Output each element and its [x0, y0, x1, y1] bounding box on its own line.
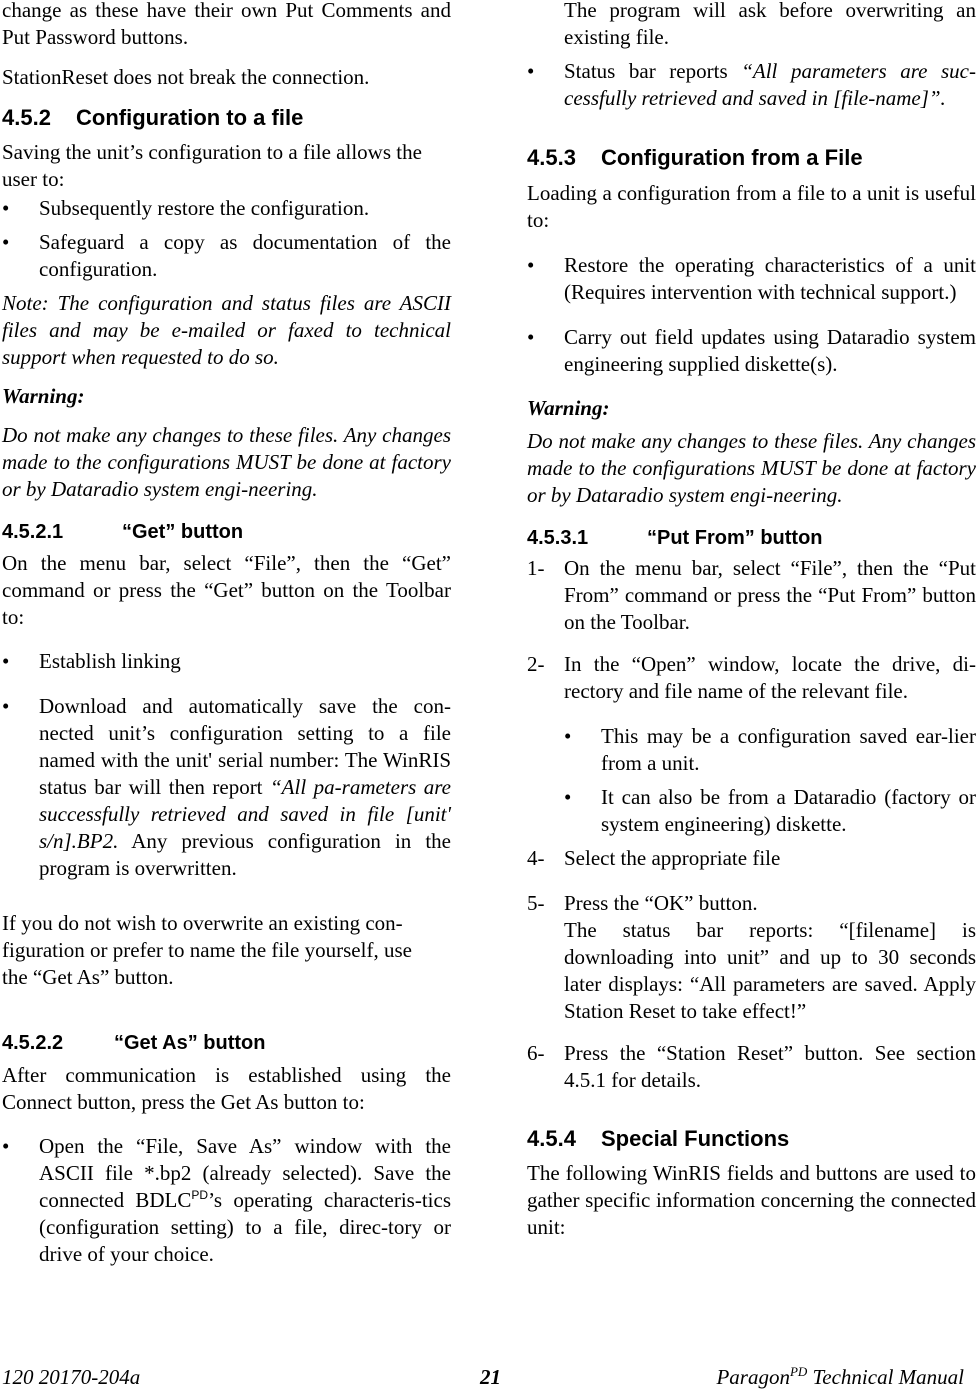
warning-label: Warning:: [527, 396, 610, 420]
text-run: Open the “File, Save As” window with the ASCII file *.bp2 (already selected). Save the connected BDLC: [39, 1134, 451, 1212]
paragraph: If you do not wish to overwrite an existing con-figuration or prefer to name the file yourself, use the “Get As” button.: [2, 911, 412, 989]
text-run: The status bar reports: “[filename] is downloading into unit” and up to 30 seconds later displays: “All parameters are saved. Apply Station Reset to take effect!”: [564, 918, 976, 1023]
list-item: [2, 229, 451, 283]
list-item-text: Safeguard a copy as documentation of the configuration.: [39, 230, 451, 281]
warning-text: Do not make any changes to these files. Any changes made to the configurations MUST be done at factory or by Dataradio system engi-neering.: [2, 423, 451, 501]
paragraph: After communication is established using the Connect button, press the Get As button to:: [2, 1063, 451, 1114]
status-message: “All pa-rameters are successfully retrieved and saved in file [unit' s/n].BP2.: [39, 775, 451, 853]
text-run: Press the “OK” button.: [564, 891, 758, 915]
paragraph: The program will ask before overwriting an existing file.: [564, 0, 976, 49]
step-number: 6-: [527, 1041, 545, 1065]
list-item: [2, 693, 451, 882]
section-heading-4-5-3: [527, 144, 976, 172]
paragraph: StationReset does not break the connection.: [2, 65, 370, 89]
bullet: •: [2, 694, 10, 718]
section-title: “Get” button: [122, 521, 244, 543]
step-text: Select the appropriate file: [564, 846, 781, 870]
section-heading-4-5-4: [527, 1125, 976, 1153]
bullet: •: [527, 253, 535, 277]
text-run: Technical Manual: [807, 1365, 964, 1389]
left-column: [2, 0, 451, 1268]
list-item-text: It can also be from a Dataradio (factory or system engineering) diskette.: [601, 785, 976, 836]
bullet: •: [2, 230, 10, 254]
numbered-step: [527, 845, 976, 872]
section-number: 4.5.3.1: [527, 527, 589, 549]
list-item: [527, 252, 976, 306]
bullet: •: [2, 1134, 10, 1158]
note: Note: The configuration and status files are ASCII files and may be e-mailed or faxed to technical support when requested to do so.: [2, 291, 451, 369]
list-item-text: [39, 1133, 451, 1268]
bullet: •: [2, 649, 10, 673]
step-number: 4-: [527, 846, 545, 870]
section-title: “Put From” button: [647, 527, 823, 549]
superscript: PD: [789, 1364, 808, 1379]
section-heading-4-5-2-2: [2, 1030, 451, 1056]
section-title: Configuration to a file: [76, 105, 304, 130]
section-number: 4.5.2.2: [2, 1032, 64, 1054]
step-number: 5-: [527, 891, 545, 915]
text-run: Status bar reports: [564, 59, 742, 83]
text-run: Download and automatically save the con-nected unit’s configuration setting to a file named with the unit' serial number: The WinRIS status bar will then report: [39, 694, 451, 799]
section-number: 4.5.2: [2, 105, 51, 130]
manual-title: [716, 1364, 964, 1391]
bullet: •: [527, 59, 535, 83]
superscript: PD: [191, 1188, 209, 1202]
text-run: Any previous configuration in the program is overwritten.: [39, 829, 451, 880]
list-item: [527, 58, 976, 112]
section-title: Special Functions: [601, 1126, 790, 1151]
numbered-step: [527, 651, 976, 705]
step-text: On the menu bar, select “File”, then the “Put From” command or press the “Put From” button on the Toolbar.: [564, 556, 976, 634]
document-number: 120 20170-204a: [2, 1365, 141, 1389]
sub-list-item: [527, 784, 976, 838]
numbered-step: [527, 890, 976, 1025]
text-run: ’s operating characteris-tics (configuration setting) to a file, direc-tory or drive of your choice.: [39, 1188, 451, 1266]
step-text: Press the “Station Reset” button. See section 4.5.1 for details.: [564, 1041, 976, 1092]
list-item-text: Carry out field updates using Dataradio system engineering supplied diskette(s).: [564, 325, 976, 376]
list-item-text: Subsequently restore the configuration.: [39, 196, 370, 220]
section-heading-4-5-2: [2, 104, 451, 132]
section-number: 4.5.2.1: [2, 521, 64, 543]
paragraph: Saving the unit’s configuration to a file allows the user to:: [2, 140, 422, 191]
list-item: [527, 324, 976, 378]
list-item-text: [564, 58, 976, 112]
right-column: [527, 0, 976, 1241]
warning-label: Warning:: [2, 384, 85, 408]
warning-text: Do not make any changes to these files. Any changes made to the configurations MUST be done at factory or by Dataradio system engi-neering.: [527, 429, 976, 507]
list-item: [2, 195, 451, 222]
step-number: 1-: [527, 556, 545, 580]
step-number: 2-: [527, 652, 545, 676]
numbered-step: [527, 1040, 976, 1094]
page-number: 21: [480, 1365, 501, 1389]
paragraph: change as these have their own Put Comments and Put Password buttons.: [2, 0, 451, 49]
list-item-text: Establish linking: [39, 649, 181, 673]
bullet: •: [564, 724, 572, 748]
bullet: •: [564, 785, 572, 809]
paragraph: On the menu bar, select “File”, then the “Get” command or press the “Get” button on the Toolbar to:: [2, 551, 451, 629]
page-footer: [2, 1364, 964, 1392]
section-heading-4-5-3-1: [527, 525, 976, 551]
section-number: 4.5.3: [527, 145, 576, 170]
paragraph: The following WinRIS fields and buttons are used to gather specific information concerning the connected unit:: [527, 1161, 976, 1239]
list-item-text: [39, 693, 451, 882]
paragraph: Loading a configuration from a file to a unit is useful to:: [527, 181, 976, 232]
section-title: Configuration from a File: [601, 145, 863, 170]
bullet: •: [2, 196, 10, 220]
step-text: In the “Open” window, locate the drive, di-rectory and file name of the relevant file.: [564, 652, 976, 703]
list-item-text: This may be a configuration saved ear-lier from a unit.: [601, 724, 976, 775]
section-heading-4-5-2-1: [2, 519, 451, 545]
text-run: Paragon: [716, 1365, 790, 1389]
list-item: [2, 1133, 451, 1268]
numbered-step: [527, 555, 976, 636]
list-item: [2, 648, 451, 675]
sub-list-item: [527, 723, 976, 777]
section-title: “Get As” button: [114, 1032, 266, 1054]
bullet: •: [527, 325, 535, 349]
status-message: “All parameters are suc-cessfully retrieved and saved in [file-name]”.: [564, 59, 976, 110]
step-text: [564, 890, 976, 1025]
section-number: 4.5.4: [527, 1126, 576, 1151]
list-item-text: Restore the operating characteristics of a unit (Requires intervention with technical support.): [564, 253, 976, 304]
